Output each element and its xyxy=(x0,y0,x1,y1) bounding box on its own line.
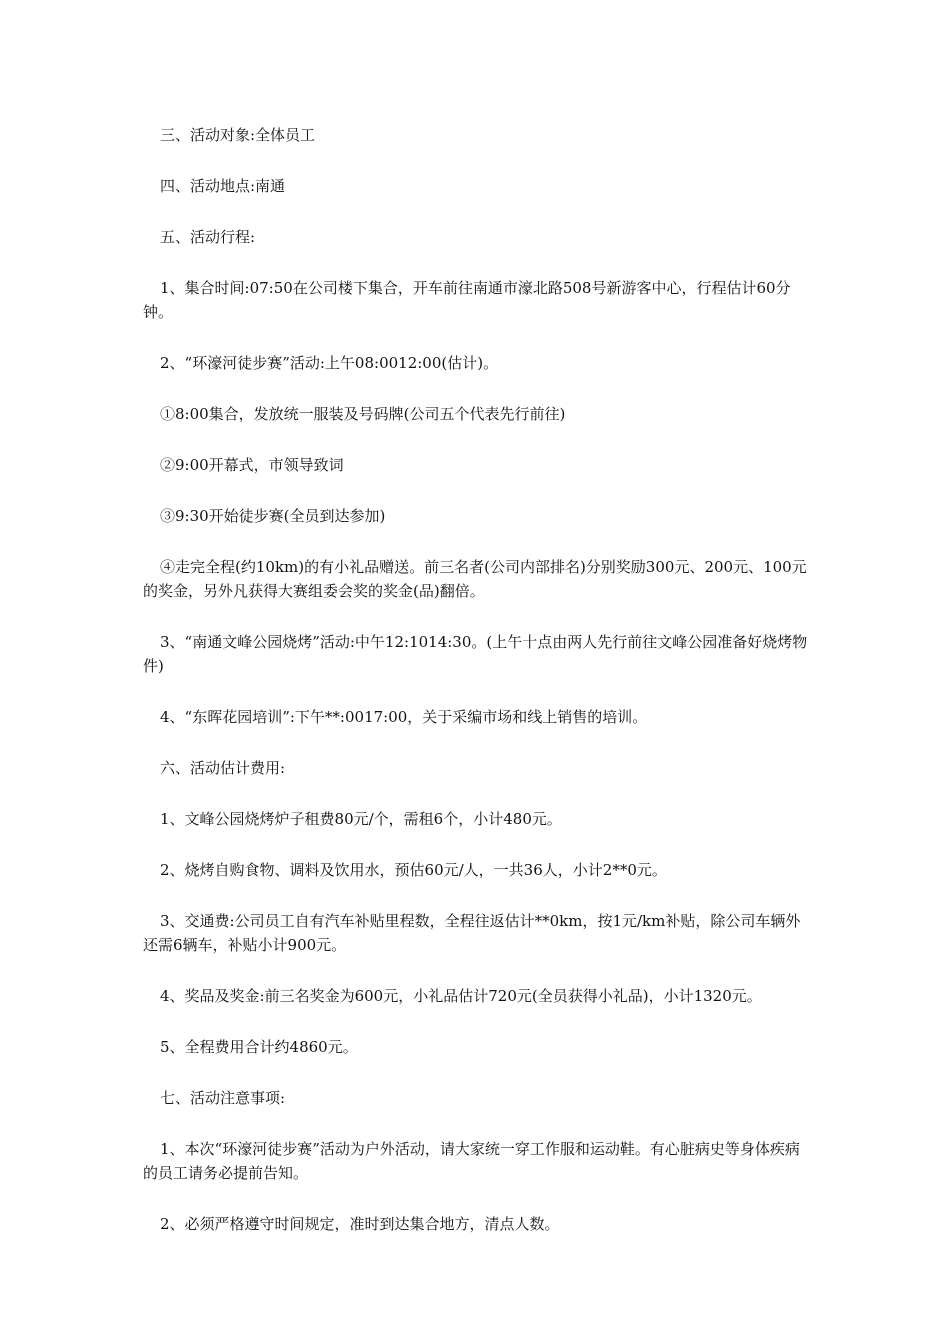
race-step-3: ③9:30开始徒步赛(全员到达参加) xyxy=(160,507,386,525)
cost-item-prizes: 4、奖品及奖金:前三名奖金为600元，小礼品估计720元(全员获得小礼品)，小计1320元。 xyxy=(160,987,762,1005)
section-heading-schedule: 五、活动行程: xyxy=(160,228,256,246)
cost-item-total: 5、全程费用合计约4860元。 xyxy=(160,1038,358,1056)
note-item-2: 2、必须严格遵守时间规定，准时到达集合地方，清点人数。 xyxy=(160,1215,560,1233)
schedule-item-bbq: 3、“南通文峰公园烧烤”活动:中午12:1014:30。(上午十点由两人先行前往文峰公园准备好烧烤物件) xyxy=(143,633,808,675)
schedule-item-training: 4、“东晖花园培训”:下午**:0017:00，关于采编市场和线上销售的培训。 xyxy=(160,708,648,726)
cost-item-transport: 3、交通费:公司员工自有汽车补贴里程数，全程往返估计**0km，按1元/km补贴，除公司车辆外还需6辆车，补贴小计900元。 xyxy=(143,912,801,954)
section-heading-target: 三、活动对象:全体员工 xyxy=(160,126,316,144)
cost-item-grill: 1、文峰公园烧烤炉子租费80元/个，需租6个，小计480元。 xyxy=(160,810,562,828)
race-step-4: ④走完全程(约10km)的有小礼品赠送。前三名者(公司内部排名)分别奖励300元、200元、100元的奖金，另外凡获得大赛组委会奖的奖金(品)翻倍。 xyxy=(143,558,807,600)
document-body xyxy=(143,123,808,1263)
race-step-1: ①8:00集合，发放统一服装及号码牌(公司五个代表先行前往) xyxy=(160,405,566,423)
race-step-2: ②9:00开幕式，市领导致词 xyxy=(160,456,344,474)
cost-item-food: 2、烧烤自购食物、调料及饮用水，预估60元/人，一共36人，小计2**0元。 xyxy=(160,861,667,879)
section-heading-location: 四、活动地点:南通 xyxy=(160,177,286,195)
section-heading-notes: 七、活动注意事项: xyxy=(160,1089,286,1107)
section-heading-cost: 六、活动估计费用: xyxy=(160,759,286,777)
note-item-1: 1、本次“环濠河徒步赛”活动为户外活动，请大家统一穿工作服和运动鞋。有心脏病史等身体疾病的员工请务必提前告知。 xyxy=(143,1140,800,1182)
schedule-item-gathering: 1、集合时间:07:50在公司楼下集合，开车前往南通市濠北路508号新游客中心，行程估计60分钟。 xyxy=(143,279,791,321)
schedule-item-walking-race: 2、“环濠河徒步赛”活动:上午08:0012:00(估计)。 xyxy=(160,354,499,372)
